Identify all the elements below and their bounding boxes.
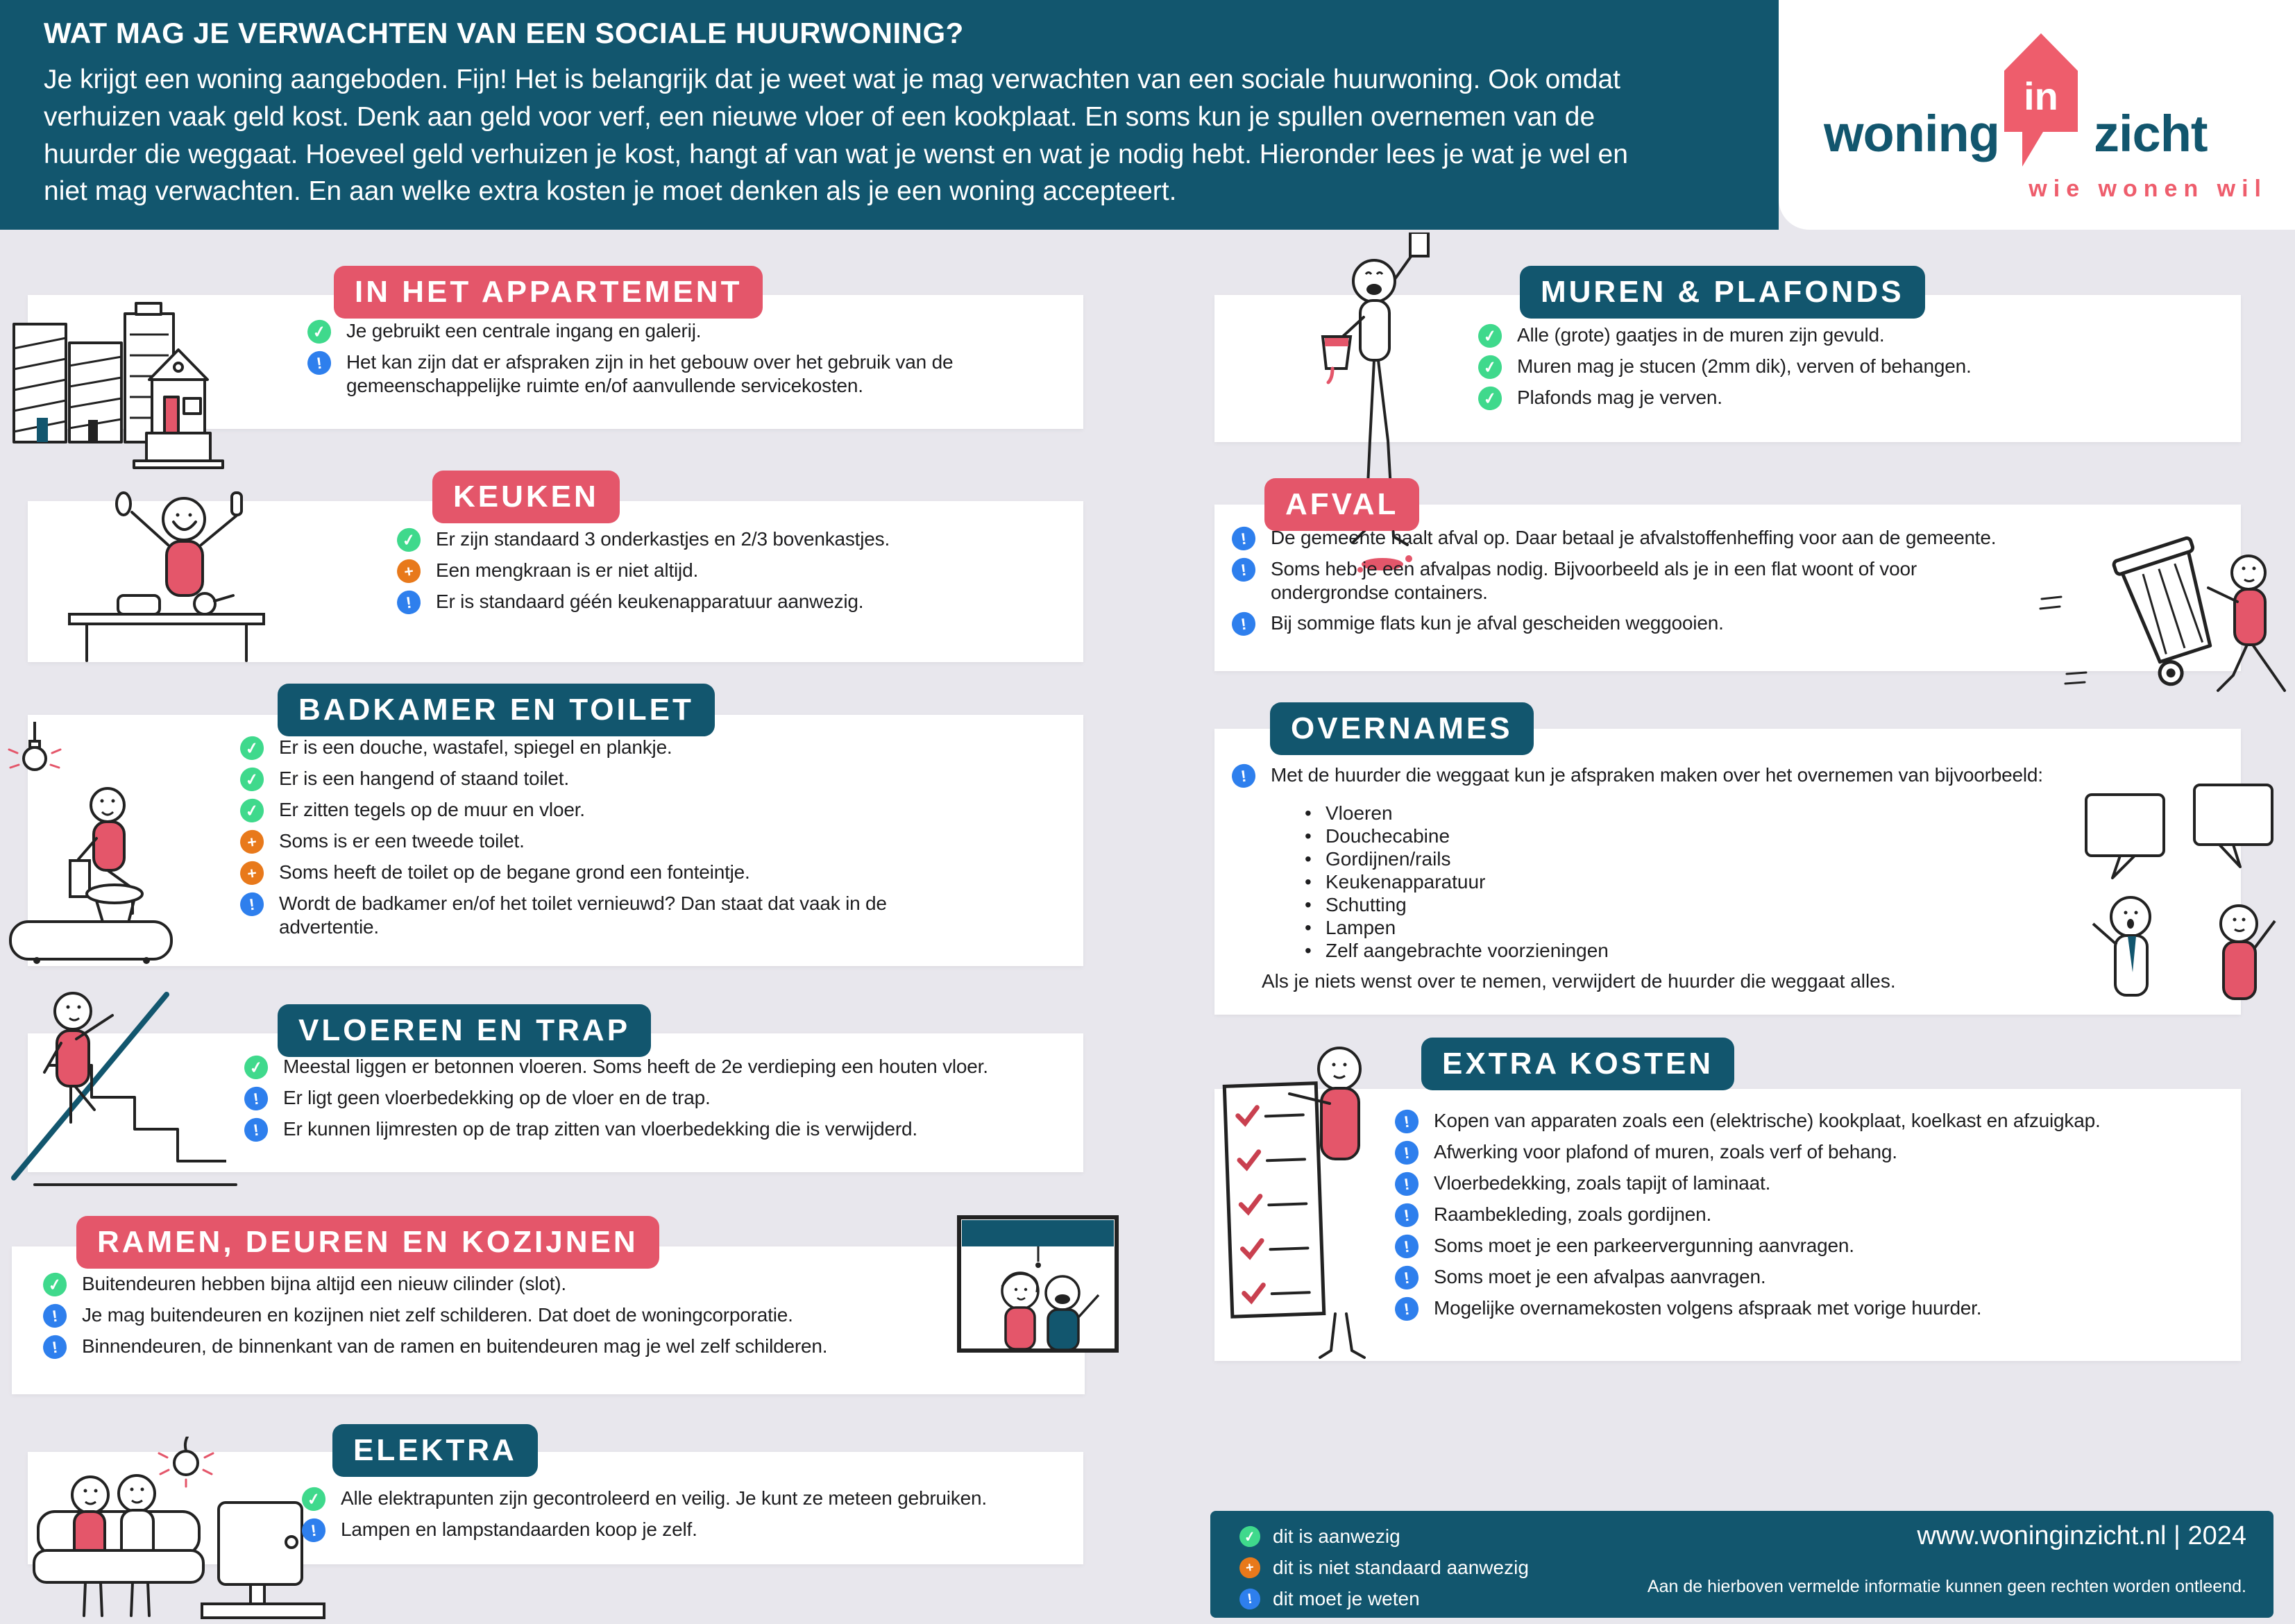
list-item xyxy=(307,350,1001,398)
logo-woning: woning xyxy=(1824,105,1999,162)
overnames-bullet-list xyxy=(1302,802,1871,962)
list-item-text: Er is standaard géén keukenapparatuur aanwezig. xyxy=(436,591,864,612)
list-item-text: Vloerbedekking, zoals tapijt of laminaat. xyxy=(1434,1172,1771,1194)
badkamer-list xyxy=(240,736,927,939)
list-item xyxy=(1478,386,2207,410)
info-icon: ! xyxy=(1394,1171,1420,1197)
extra-kosten-list xyxy=(1395,1109,2221,1321)
bullet-item: • Zelf aangebrachte voorzieningen xyxy=(1302,939,1871,962)
section-title-extra-kosten: EXTRA KOSTEN xyxy=(1421,1038,1734,1090)
section-title-afval: AFVAL xyxy=(1264,478,1419,531)
list-item-text: Meestal liggen er betonnen vloeren. Soms heeft de 2e verdieping een houten vloer. xyxy=(283,1056,988,1077)
keuken-list xyxy=(397,527,1056,614)
info-icon: ! xyxy=(300,1517,327,1543)
checklist-illustration xyxy=(1201,1026,1402,1366)
overnames-note: Als je niets wenst over te nemen, verwijdert de huurder die weggaat alles. xyxy=(1262,970,1896,992)
framed-photo-illustration xyxy=(956,1215,1119,1353)
list-item xyxy=(1395,1296,2221,1321)
info-icon: ! xyxy=(1230,611,1257,637)
bullet-item: • Gordijnen/rails xyxy=(1302,847,1871,870)
list-item-text: Er zijn standaard 3 onderkastjes en 2/3 bovenkastjes. xyxy=(436,528,890,550)
list-item-text: Er ligt geen vloerbedekking op de vloer en de trap. xyxy=(283,1087,711,1108)
plus-icon: + xyxy=(239,860,265,886)
list-item xyxy=(307,319,1001,344)
list-item xyxy=(240,892,927,939)
list-item xyxy=(1232,526,2030,550)
info-icon: ! xyxy=(1394,1264,1420,1291)
check-icon: ✓ xyxy=(1477,385,1503,412)
legend-label: dit is niet standaard aanwezig xyxy=(1273,1557,1529,1578)
check-icon: ✓ xyxy=(396,527,422,553)
list-item-text: Raambekleding, zoals gordijnen. xyxy=(1434,1203,1712,1225)
section-title-muren: MUREN & PLAFONDS xyxy=(1520,266,1925,319)
info-icon: ! xyxy=(239,891,265,917)
page-title: WAT MAG JE VERWACHTEN VAN EEN SOCIALE HUURWONING? xyxy=(44,17,964,49)
list-item xyxy=(43,1303,938,1328)
check-icon: ✓ xyxy=(239,797,265,824)
cook-illustration xyxy=(49,486,312,663)
list-item-text: Je gebruikt een centrale ingang en galerij. xyxy=(346,320,702,341)
list-item xyxy=(1395,1234,2221,1258)
list-item-text: Kopen van apparaten zoals een (elektrische) kookplaat, koelkast en afzuigkap. xyxy=(1434,1110,2101,1131)
list-item xyxy=(240,736,927,760)
check-icon: ✓ xyxy=(300,1486,327,1512)
elektra-list xyxy=(302,1487,1072,1542)
stairs-illustration xyxy=(7,975,243,1192)
list-item xyxy=(43,1272,938,1296)
list-item-text: Buitendeuren hebben bijna altijd een nieuw cilinder (slot). xyxy=(82,1273,566,1294)
list-item-text: Bij sommige flats kun je afval gescheiden weggooien. xyxy=(1271,612,1724,634)
logo-panel xyxy=(1779,0,2295,230)
couch-tv-illustration xyxy=(24,1437,337,1624)
list-item-text: Er is een hangend of staand toilet. xyxy=(279,768,569,789)
waste-bin-illustration xyxy=(2033,517,2290,697)
list-item-text: De gemeente haalt afval op. Daar betaal je afvalstoffenheffing voor aan de gemeente. xyxy=(1271,527,1997,548)
check-icon: ✓ xyxy=(239,735,265,761)
list-item-text: Je mag buitendeuren en kozijnen niet zelf schilderen. Dat doet de woningcorporatie. xyxy=(82,1304,793,1326)
list-item-text: Afwerking voor plafond of muren, zoals verf of behang. xyxy=(1434,1141,1897,1162)
info-icon: ! xyxy=(1230,557,1257,583)
info-icon: ! xyxy=(396,589,422,616)
info-icon: ! xyxy=(1230,525,1257,552)
list-item-text: Er zitten tegels op de muur en vloer. xyxy=(279,799,585,820)
logo-tagline: wie wonen wil xyxy=(2029,176,2267,202)
disclaimer-text: Aan de hierboven vermelde informatie kunnen geen rechten worden ontleend. xyxy=(1647,1577,2246,1596)
list-item-text: Wordt de badkamer en/of het toilet vernieuwd? Dan staat dat vaak in de advertentie. xyxy=(279,893,887,938)
list-item-text: Soms heb je een afvalpas nodig. Bijvoorbeeld als je in een flat woont of voor ondergrondse containers. xyxy=(1271,558,1917,603)
list-item xyxy=(397,590,1056,614)
list-item-text: Soms moet je een parkeervergunning aanvragen. xyxy=(1434,1235,1854,1256)
list-item xyxy=(302,1487,1072,1511)
bathroom-illustration xyxy=(3,722,232,966)
section-title-appartement: IN HET APPARTEMENT xyxy=(334,266,763,319)
list-item-text: Muren mag je stucen (2mm dik), verven of behangen. xyxy=(1517,355,1972,377)
info-icon: ! xyxy=(1394,1202,1420,1228)
info-icon: ! xyxy=(42,1334,68,1360)
check-icon: ✓ xyxy=(306,319,332,345)
list-item xyxy=(1395,1203,2221,1227)
list-item-text: Plafonds mag je verven. xyxy=(1517,387,1722,408)
list-item xyxy=(1395,1109,2221,1133)
section-title-badkamer: BADKAMER EN TOILET xyxy=(278,684,715,736)
info-icon: ! xyxy=(243,1085,269,1112)
list-item-text: Alle (grote) gaatjes in de muren zijn gevuld. xyxy=(1517,324,1885,346)
overnames-intro xyxy=(1232,763,2148,788)
bullet-item: • Vloeren xyxy=(1302,802,1871,824)
info-icon: ! xyxy=(243,1117,269,1143)
plus-icon: + xyxy=(239,829,265,855)
list-item-text: Soms moet je een afvalpas aanvragen. xyxy=(1434,1266,1766,1287)
plus-icon: + xyxy=(396,558,422,584)
list-item xyxy=(240,861,927,885)
info-icon: ! xyxy=(1394,1296,1420,1322)
list-item-text: Er is een douche, wastafel, spiegel en plankje. xyxy=(279,736,672,758)
section-title-ramen: RAMEN, DEUREN EN KOZIJNEN xyxy=(76,1216,659,1269)
section-title-overnames: OVERNAMES xyxy=(1270,702,1534,755)
section-title-keuken: KEUKEN xyxy=(432,471,620,523)
list-item xyxy=(397,527,1056,552)
vloeren-list xyxy=(244,1055,1070,1142)
list-item xyxy=(244,1086,1070,1110)
list-item xyxy=(1395,1172,2221,1196)
legend-label: dit moet je weten xyxy=(1273,1588,1420,1609)
list-item xyxy=(244,1055,1070,1079)
list-item-text: Met de huurder die weggaat kun je afspraken maken over het overnemen van bijvoorbeeld: xyxy=(1271,764,2043,786)
info-icon: ! xyxy=(1394,1108,1420,1135)
list-item xyxy=(1232,763,2148,788)
check-icon: ✓ xyxy=(239,766,265,793)
list-item-text: Lampen en lampstandaarden koop je zelf. xyxy=(341,1519,697,1540)
check-icon: ✓ xyxy=(42,1271,68,1298)
info-icon: ! xyxy=(306,350,332,376)
list-item xyxy=(1395,1265,2221,1289)
list-item-text: Een mengkraan is er niet altijd. xyxy=(436,559,699,581)
intro-text: Je krijgt een woning aangeboden. Fijn! Het is belangrijk dat je weet wat je mag verwachten van een sociale huurwoning. Ook omdat verhuizen vaak geld kost. Denk aan geld voor verf, een nieuwe vloer of een kookplaat. En soms kun je spullen overnemen van de huurder die weggaat. Hoeveel geld verhuizen je kost, hangt af van wat je wenst en wat je nodig hebt. Hieronder lees je wat je wel en niet mag verwachten. En aan welke extra kosten je moet denken als je een woning accepteert. xyxy=(44,65,1628,207)
list-item xyxy=(1232,611,2030,636)
logo-zicht: zicht xyxy=(2094,105,2208,162)
list-item xyxy=(240,829,927,854)
legend-item-aanwezig xyxy=(1239,1525,1400,1548)
bullet-item: • Schutting xyxy=(1302,893,1871,916)
bullet-item: • Douchecabine xyxy=(1302,824,1871,847)
ramen-list xyxy=(43,1272,938,1359)
list-item-text: Binnendeuren, de binnenkant van de ramen en buitendeuren mag je wel zelf schilderen. xyxy=(82,1335,828,1357)
list-item-text: Soms is er een tweede toilet. xyxy=(279,830,525,852)
appartement-list xyxy=(307,319,1001,398)
afval-list xyxy=(1232,526,2030,636)
list-item xyxy=(244,1117,1070,1142)
list-item xyxy=(1395,1140,2221,1165)
legend-label: dit is aanwezig xyxy=(1273,1525,1400,1547)
list-item xyxy=(302,1518,1072,1542)
list-item xyxy=(1232,557,2030,604)
section-title-elektra: ELEKTRA xyxy=(332,1424,538,1477)
bullet-item: • Keukenapparatuur xyxy=(1302,870,1871,893)
section-title-vloeren: VLOEREN EN TRAP xyxy=(278,1004,651,1057)
check-icon: ✓ xyxy=(1238,1525,1262,1548)
info-icon: ! xyxy=(1394,1140,1420,1166)
list-item xyxy=(397,559,1056,583)
list-item xyxy=(43,1335,938,1359)
check-icon: ✓ xyxy=(1477,354,1503,380)
list-item-text: Soms heeft de toilet op de begane grond een fonteintje. xyxy=(279,861,750,883)
list-item-text: Er kunnen lijmresten op de trap zitten van vloerbedekking die is verwijderd. xyxy=(283,1118,917,1140)
list-item xyxy=(240,767,927,791)
list-item-text: Het kan zijn dat er afspraken zijn in het gebouw over het gebruik van de gemeenschappelijke ruimte en/of aanvullende servicekosten. xyxy=(346,351,954,396)
list-item xyxy=(1478,323,2207,348)
info-icon: ! xyxy=(1394,1233,1420,1260)
info-icon: ! xyxy=(1238,1587,1262,1611)
city-illustration xyxy=(10,300,250,470)
list-item xyxy=(240,798,927,822)
check-icon: ✓ xyxy=(1477,323,1503,349)
list-item xyxy=(1478,355,2207,379)
plus-icon: + xyxy=(1238,1556,1262,1580)
website-text[interactable]: www.woninginzicht.nl | 2024 xyxy=(1917,1521,2246,1550)
logo-house-icon xyxy=(1999,28,2083,192)
bullet-item: • Lampen xyxy=(1302,916,1871,939)
muren-list xyxy=(1478,323,2207,410)
legend-item-niet-standaard xyxy=(1239,1557,1529,1579)
legend-item-moet-je-weten xyxy=(1239,1588,1420,1610)
info-icon: ! xyxy=(1230,763,1257,789)
list-item-text: Alle elektrapunten zijn gecontroleerd en veilig. Je kunt ze meteen gebruiken. xyxy=(341,1487,987,1509)
check-icon: ✓ xyxy=(243,1054,269,1081)
list-item-text: Mogelijke overnamekosten volgens afspraak met vorige huurder. xyxy=(1434,1297,1982,1319)
info-icon: ! xyxy=(42,1303,68,1329)
svg-text:in: in xyxy=(2024,74,2058,118)
